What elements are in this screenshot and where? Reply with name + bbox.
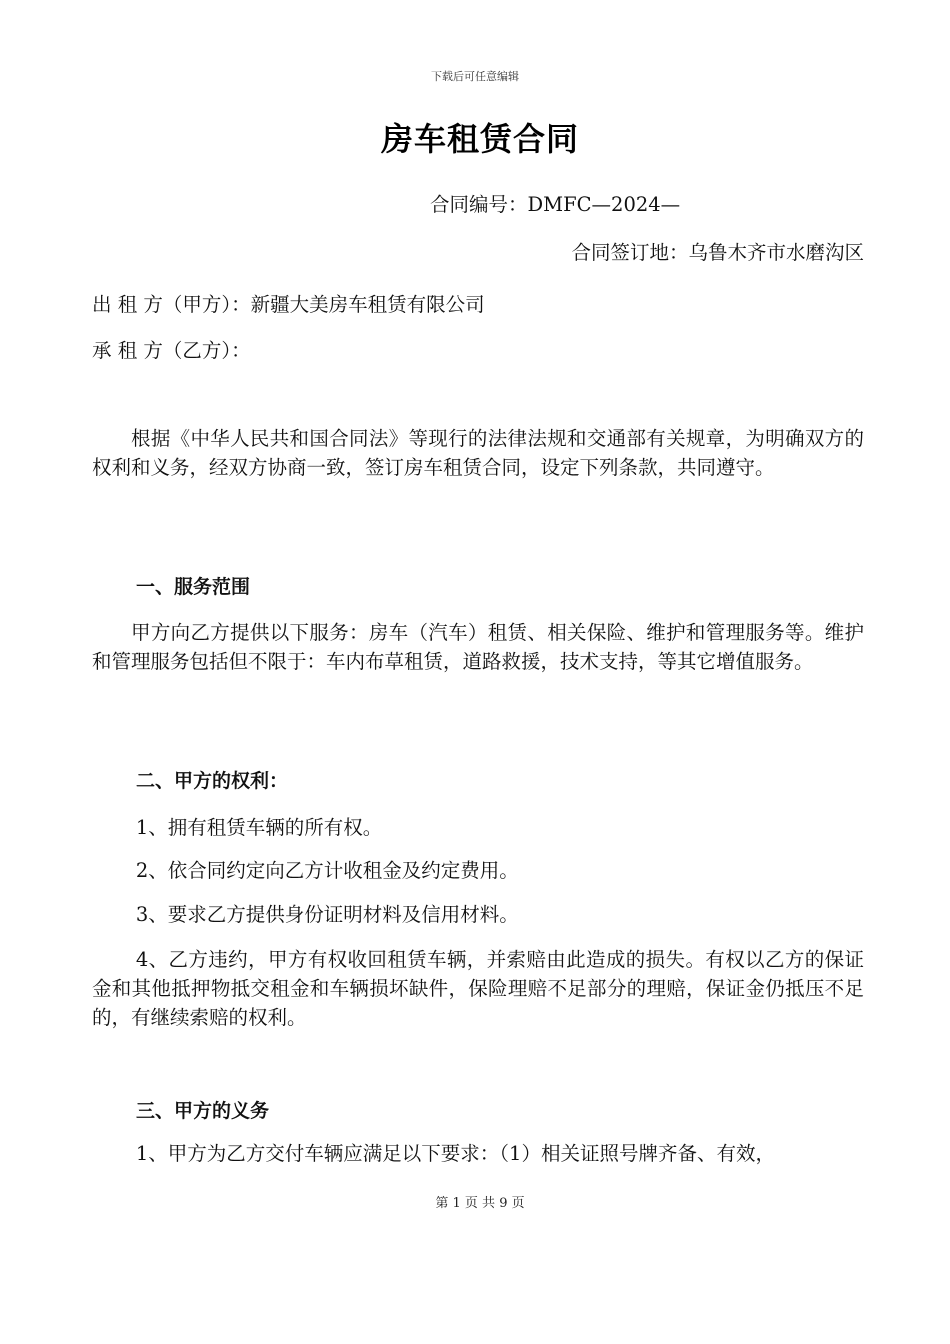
section-heading-duties: 三、甲方的义务 — [136, 1100, 270, 1122]
header-note: 下载后可任意编辑 — [431, 70, 519, 83]
rights-item: 1、拥有租赁车辆的所有权。 — [135, 816, 383, 839]
intro-paragraph: 根据《中华人民共和国合同法》等现行的法律法规和交通部有关规章，为明确双方的权利和义务，经双方协商一致，签订房车租赁合同，设定下列条款，共同遵守。 — [92, 427, 864, 479]
rights-item: 3、要求乙方提供身份证明材料及信用材料。 — [135, 903, 519, 926]
rights-item: 4、乙方违约，甲方有权收回租赁车辆，并索赔由此造成的损失。有权以乙方的保证金和其他抵押物抵交租金和车辆损坏缺件，保险理赔不足部分的理赔，保证金仍抵压不足的，有继续索赔的权利。 — [92, 948, 864, 1029]
section-heading-service: 一、服务范围 — [136, 576, 251, 598]
page-footer: 第 1 页 共 9 页 — [435, 1196, 525, 1211]
rights-item: 2、依合同约定向乙方计收租金及约定费用。 — [135, 859, 519, 882]
contract-signing-place: 合同签订地：乌鲁木齐市水磨沟区 — [571, 241, 864, 264]
duties-item: 1、甲方为乙方交付车辆应满足以下要求：（1）相关证照号牌齐备、有效， — [135, 1142, 775, 1165]
lessor-line: 出 租 方（甲方）：新疆大美房车租赁有限公司 — [92, 293, 485, 316]
section-heading-rights: 二、甲方的权利： — [136, 770, 289, 792]
contract-number: 合同编号：DMFC—2024— — [430, 193, 681, 216]
document-title: 房车租赁合同 — [380, 120, 579, 158]
lessee-line: 承 租 方（乙方）： — [92, 339, 251, 362]
service-paragraph: 甲方向乙方提供以下服务：房车（汽车）租赁、相关保险、维护和管理服务等。维护和管理服务包括但不限于：车内布草租赁，道路救援，技术支持，等其它增值服务。 — [92, 621, 864, 673]
